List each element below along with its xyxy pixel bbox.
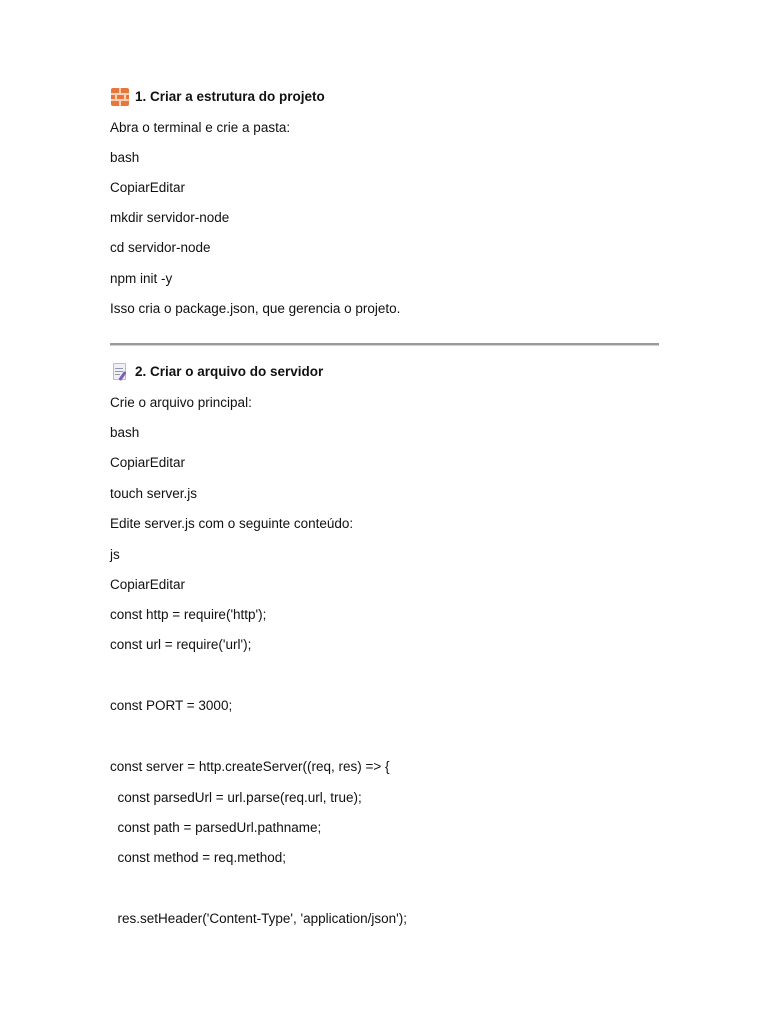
section-1-line: bash [110, 150, 140, 165]
section-2-heading [111, 363, 323, 381]
section-1-line: Abra o terminal e crie a pasta: [110, 120, 291, 135]
horizontal-divider [110, 343, 659, 346]
section-1-line: Isso cria o package.json, que gerencia o projeto. [110, 301, 401, 316]
section-1-line: cd servidor-node [110, 240, 211, 255]
code-line: const method = req.method; [110, 850, 286, 865]
code-line: const http = require('http'); [110, 607, 267, 622]
section-2-title: 2. Criar o arquivo do servidor [135, 364, 324, 379]
code-line: const url = require('url'); [110, 637, 252, 652]
section-2-line: CopiarEditar [110, 577, 186, 592]
section-2-line: Edite server.js com o seguinte conteúdo: [110, 516, 354, 531]
code-line: const PORT = 3000; [110, 698, 233, 713]
code-line: res.setHeader('Content-Type', 'application/json'); [110, 911, 407, 926]
section-2-line: Crie o arquivo principal: [110, 395, 252, 410]
code-line: const path = parsedUrl.pathname; [110, 820, 322, 835]
section-1-line: npm init -y [110, 271, 173, 286]
memo-icon [111, 363, 129, 381]
code-line: const parsedUrl = url.parse(req.url, true); [110, 790, 362, 805]
brick-icon [111, 88, 129, 106]
section-1-line: CopiarEditar [110, 180, 186, 195]
section-2-line: bash [110, 425, 140, 440]
section-2-line: touch server.js [110, 486, 198, 501]
section-2-line: js [110, 547, 120, 562]
section-2-line: CopiarEditar [110, 455, 186, 470]
section-1-title: 1. Criar a estrutura do projeto [135, 89, 325, 104]
section-1-line: mkdir servidor-node [110, 210, 230, 225]
section-1-heading [111, 88, 325, 106]
code-line: const server = http.createServer((req, res) => { [110, 759, 390, 774]
